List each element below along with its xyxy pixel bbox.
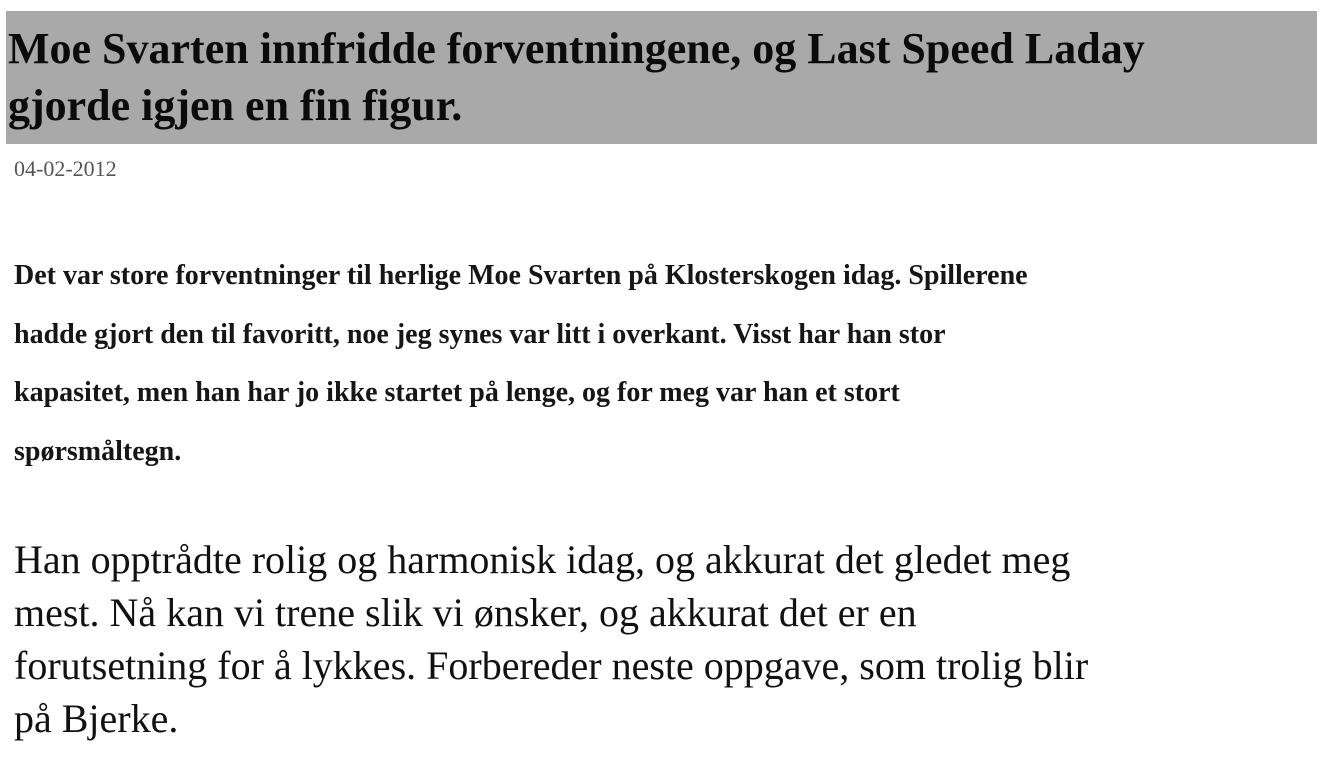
article-date: 04-02-2012: [14, 156, 117, 181]
article-body: Han opptrådte rolig og harmonisk idag, og akkurat det gledet meg mest. Nå kan vi trene slik vi ønsker, og akkurat det er en forutsetning for å lykkes. Forbereder neste oppgave, som trolig blir på Bjerke.: [14, 537, 1089, 741]
article-headline: Moe Svarten innfridde forventningene, og Last Speed Laday gjorde igjen en fin figur.: [8, 24, 1145, 130]
article-lead: Det var store forventninger til herlige Moe Svarten på Klosterskogen idag. Spillerene hadde gjort den til favoritt, noe jeg synes var litt i overkant. Visst har han stor kapasitet, men han har jo ikke startet på lenge, og for meg var han et stort spørsmåltegn.: [14, 260, 1028, 467]
